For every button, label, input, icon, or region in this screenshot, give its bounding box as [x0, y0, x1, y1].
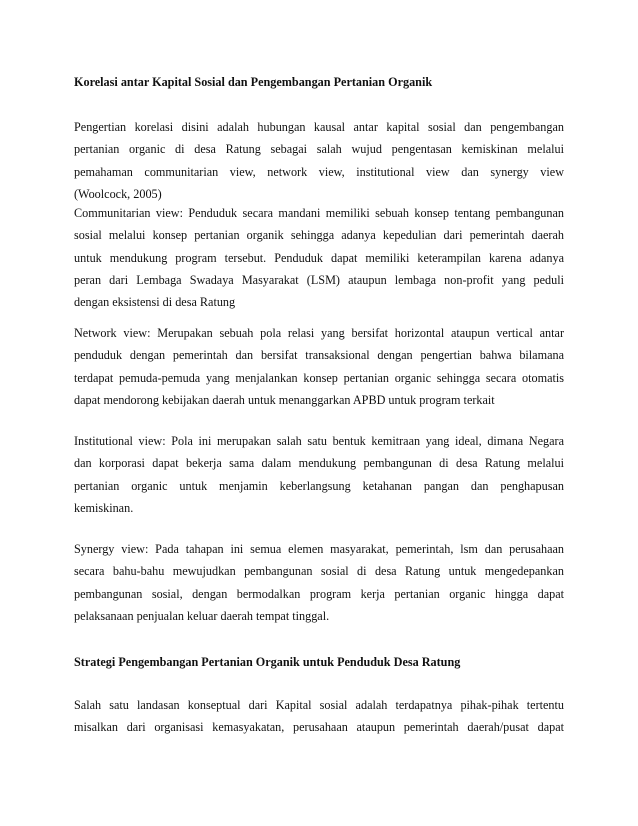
text-line: sosial melalui konsep pertanian organik sehingga adanya kepedulian dari pemerintah daerah [74, 228, 564, 243]
text-line: Network view: Merupakan sebuah pola relasi yang bersifat horizontal ataupun vertical antar [74, 326, 564, 340]
text-line: Synergy view: Pada tahapan ini semua elemen masyarakat, pemerintah, lsm dan perusahaan [74, 542, 564, 556]
paragraph-institutional-view [74, 430, 564, 519]
text-line: (Woolcock, 2005) [74, 186, 162, 201]
text-line: pertanian organic di desa Ratung sebagai salah wujud pengentasan kemiskinan melalui [74, 142, 564, 157]
text-line: misalkan dari organisasi kemasyakatan, perusahaan ataupun pemerintah daerah/pusat dapat [74, 720, 564, 735]
text-line: dapat mendorong kebijakan daerah untuk menanggarkan APBD untuk program terkait [74, 392, 495, 407]
text-line: pemahaman communitarian view, network view, institutional view dan synergy view [74, 164, 564, 179]
text-line: terdapat pemuda-pemuda yang menjalankan konsep pertanian organic sehingga secara otomatis [74, 370, 564, 385]
text-line: pertanian organic untuk menjamin keberlangsung ketahanan pangan dan penghapusan [74, 478, 564, 493]
text-line: Pengertian korelasi disini adalah hubungan kausal antar kapital sosial dan pengembangan [74, 120, 564, 134]
section-heading-korelasi: Korelasi antar Kapital Sosial dan Pengembangan Pertanian Organik [74, 75, 433, 89]
text-line: Salah satu landasan konseptual dari Kapital sosial adalah terdapatnya pihak-pihak tertentu [74, 698, 564, 712]
text-line: untuk mendukung program tersebut. Penduduk dapat memiliki keterampilan karena adanya [74, 250, 564, 265]
text-line: penduduk dengan pemerintah dan bersifat transaksional dengan pengertian bahwa bilamana [74, 348, 564, 363]
text-line: Institutional view: Pola ini merupakan salah satu bentuk kemitraan yang ideal, dimana Negara [74, 434, 564, 448]
paragraph-communitarian-view [74, 202, 564, 313]
paragraph-network-view [74, 322, 564, 411]
paragraph-pengertian [74, 116, 564, 205]
text-line: peran dari Lembaga Swadaya Masyarakat (LSM) ataupun lembaga non-profit yang peduli [74, 272, 564, 287]
text-line: kemiskinan. [74, 500, 134, 515]
text-line: Communitarian view: Penduduk secara mandani memiliki sebuah konsep tentang pembangunan [74, 206, 564, 220]
paragraph-synergy-view [74, 538, 564, 627]
text-line: dan korporasi dapat bekerja sama dalam mendukung pembangunan di desa Ratung melalui [74, 456, 564, 471]
text-line: secara bahu-bahu mewujudkan pembangunan sosial di desa Ratung untuk mengedepankan [74, 564, 564, 579]
text-line: dengan eksistensi di desa Ratung [74, 295, 236, 310]
text-line: pelaksanaan penjualan keluar daerah tempat tinggal. [74, 608, 330, 623]
text-line: pembangunan sosial, dengan bermodalkan program kerja pertanian organic hingga dapat [74, 586, 564, 601]
paragraph-salah-satu [74, 694, 564, 739]
section-heading-strategi: Strategi Pengembangan Pertanian Organik untuk Penduduk Desa Ratung [74, 655, 461, 669]
